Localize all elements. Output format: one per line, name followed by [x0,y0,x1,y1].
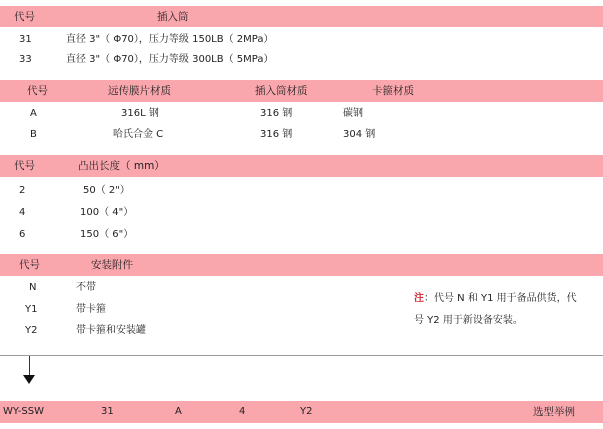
accessory-row-value: 带卡箍和安装罐 [76,325,146,336]
length-row-code: 2 [19,185,26,196]
material-header-code: 代号 [27,85,48,97]
note-label: 注 [414,293,424,304]
length-row-code: 4 [19,207,26,218]
example-part-model: WY-SSW [3,406,45,417]
example-label: 选型举例 [533,406,575,418]
section-divider [0,355,603,356]
insert-row-desc: 直径 3"（ Φ70），压力等级 150LB（ 2MPa） [66,34,274,45]
material-row-insert-tube: 316 钢 [260,108,293,119]
accessory-header-title: 安装附件 [91,259,133,271]
down-arrow-icon [23,375,35,384]
insert-row-code: 31 [19,34,32,45]
material-row-code: B [30,129,37,140]
example-part-length: 4 [239,406,246,417]
insert-row-desc: 直径 3"（ Φ70），压力等级 300LB（ 5MPa） [66,54,274,65]
material-row-insert-tube: 316 钢 [260,129,293,140]
accessory-note [414,292,577,306]
example-part-accessory: Y2 [300,406,313,417]
accessory-header-code: 代号 [19,259,40,271]
length-row-value: 150（ 6"） [80,229,134,240]
insert-header-code: 代号 [14,11,35,23]
accessory-row-value: 带卡箍 [76,304,106,315]
accessory-row-value: 不带 [76,282,96,293]
length-header-title: 凸出长度（ mm） [78,160,165,172]
material-row-code: A [30,108,37,119]
accessory-note-line2: 号 Y2 用于新设备安装。 [414,315,523,326]
material-header-insert-tube: 插入筒材质 [255,85,308,97]
example-part-insert: 31 [101,406,114,417]
material-row-diaphragm: 哈氏合金 C [113,129,164,140]
material-row-diaphragm: 316L 钢 [121,108,159,119]
insert-row-code: 33 [19,54,32,65]
accessory-row-code: Y2 [25,325,38,336]
arrow-stem [29,356,30,375]
length-row-code: 6 [19,229,26,240]
material-header-diaphragm: 远传膜片材质 [108,85,171,97]
material-header-clamp: 卡箍材质 [372,85,414,97]
example-part-material: A [175,406,182,417]
insert-header-band [0,6,603,27]
material-row-clamp: 304 钢 [343,129,376,140]
insert-header-title: 插入筒 [157,11,189,23]
accessory-row-code: Y1 [25,304,38,315]
material-row-clamp: 碳钢 [343,108,363,119]
length-header-code: 代号 [14,160,35,172]
length-row-value: 50（ 2"） [83,185,130,196]
length-row-value: 100（ 4"） [80,207,134,218]
accessory-row-code: N [29,282,37,293]
note-line1: ：代号 N 和 Y1 用于备品供货，代 [424,293,577,304]
